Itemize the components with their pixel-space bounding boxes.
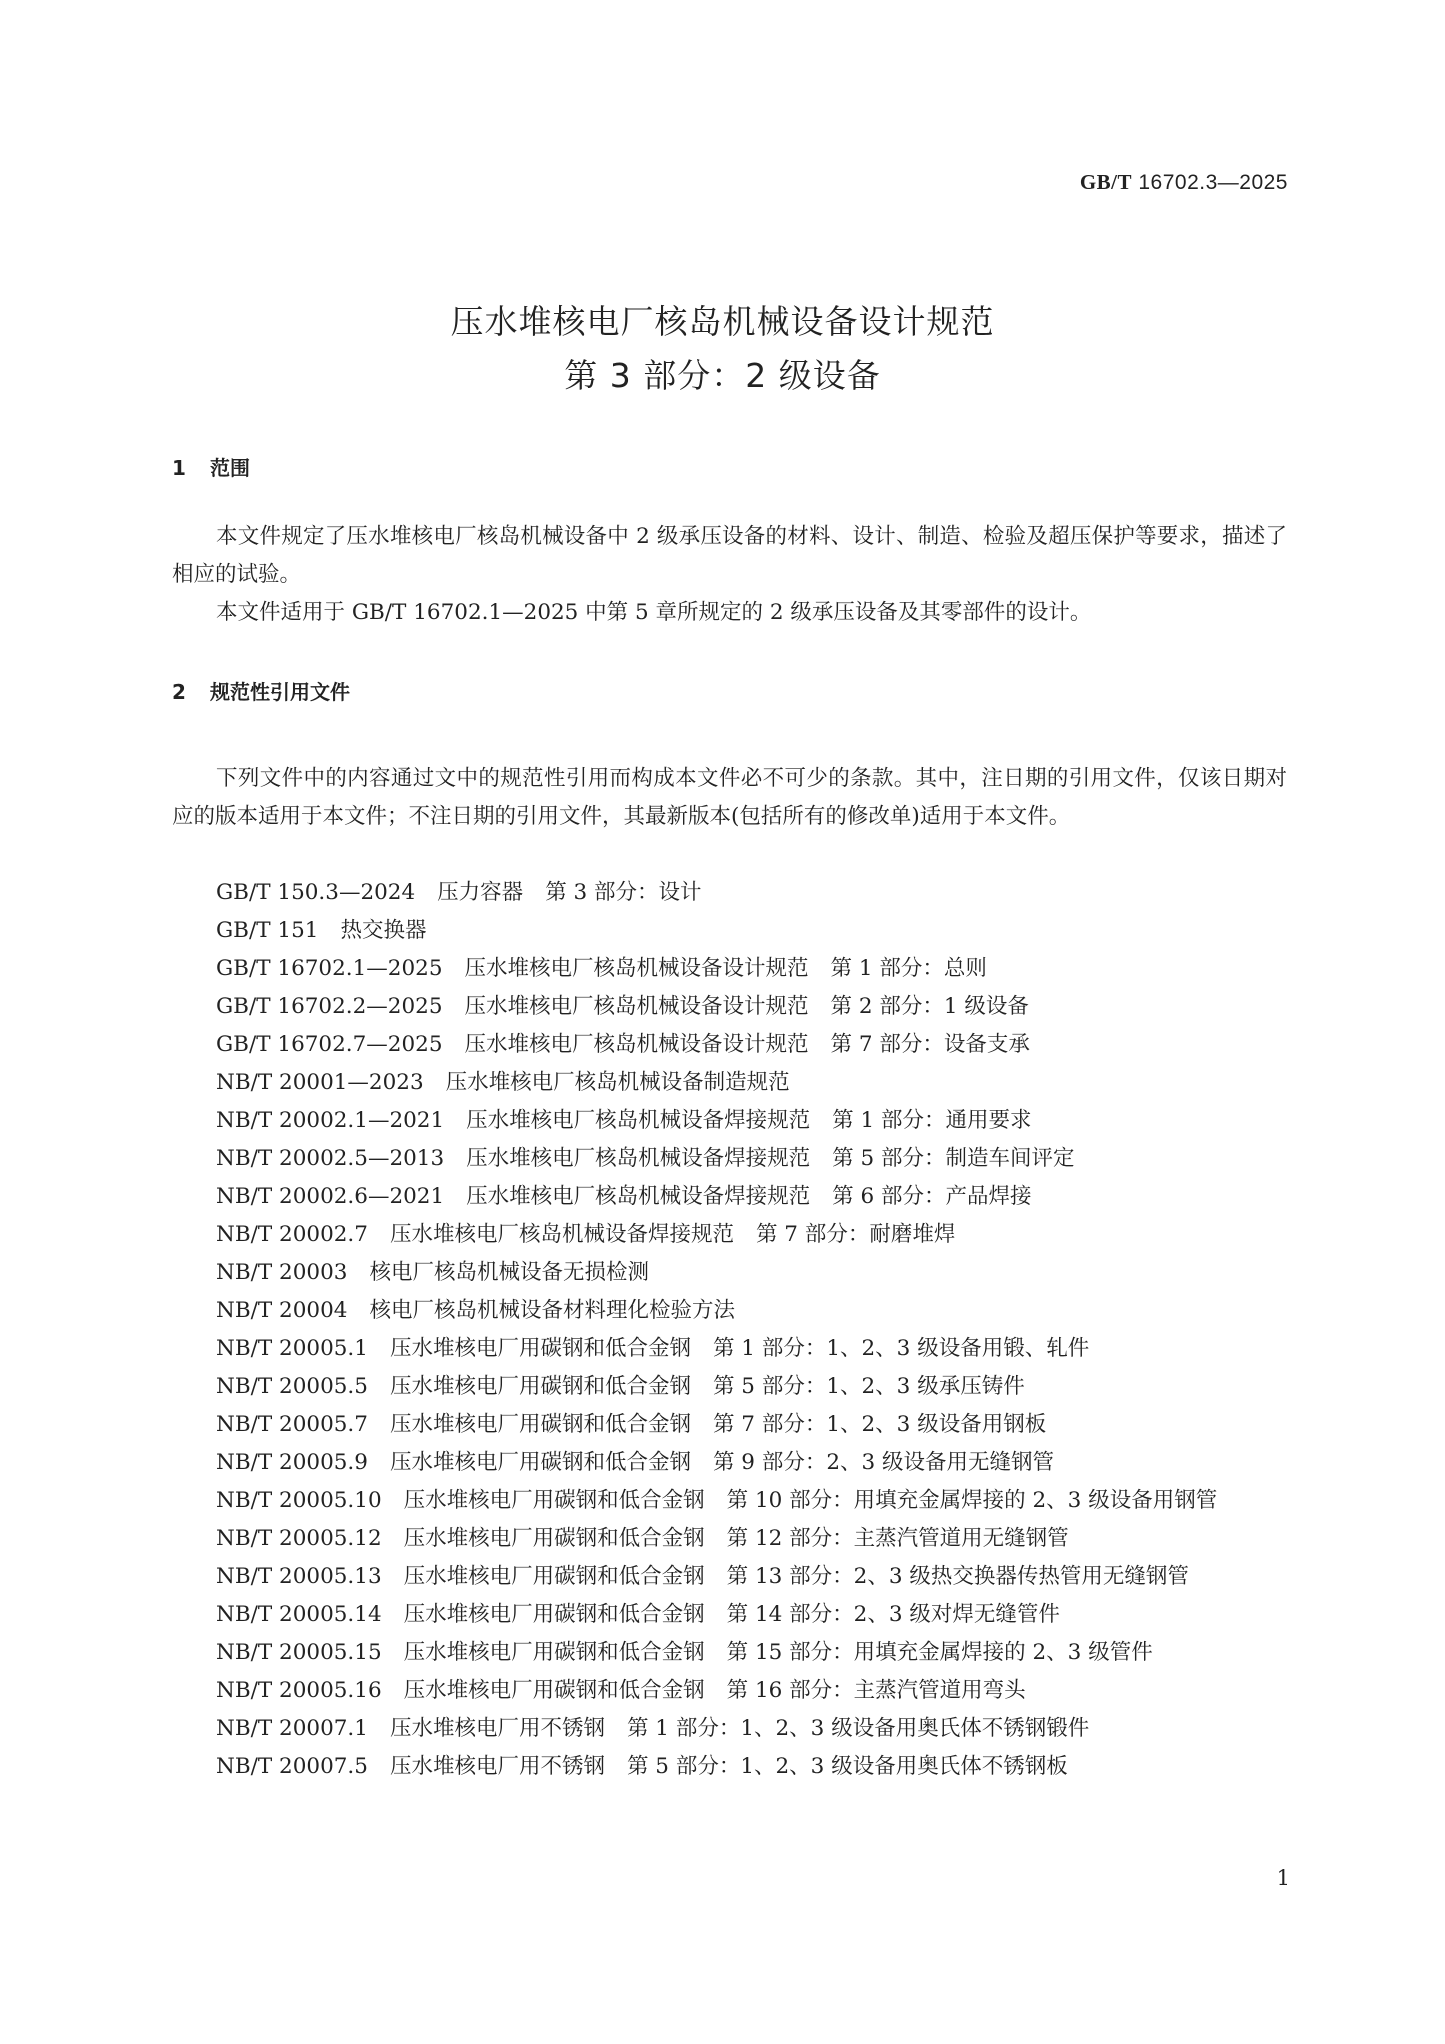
- reference-part: 第 7 部分：设备支承: [830, 1032, 1030, 1057]
- reference-item: [172, 1748, 1287, 1786]
- reference-title: 热交换器: [340, 918, 427, 943]
- reference-item: [172, 1710, 1287, 1748]
- reference-code: GB/T 16702.1—2025: [216, 956, 443, 981]
- reference-title: 压水堆核电厂用碳钢和低合金钢: [389, 1412, 691, 1437]
- reference-code: NB/T 20002.1—2021: [216, 1108, 445, 1133]
- reference-part: 第 16 部分：主蒸汽管道用弯头: [726, 1678, 1026, 1703]
- reference-item: [172, 950, 1287, 988]
- reference-item: [172, 1634, 1287, 1672]
- reference-part: 第 13 部分：2、3 级热交换器传热管用无缝钢管: [726, 1564, 1189, 1589]
- reference-code: NB/T 20003: [216, 1260, 348, 1285]
- reference-part: 第 10 部分：用填充金属焊接的 2、3 级设备用钢管: [726, 1488, 1218, 1513]
- reference-code: GB/T 151: [216, 918, 319, 943]
- section-1-heading: [172, 452, 250, 481]
- reference-item: [172, 1672, 1287, 1710]
- reference-item: [172, 1368, 1287, 1406]
- reference-part: 第 1 部分：1、2、3 级设备用锻、轧件: [712, 1336, 1090, 1361]
- reference-code: NB/T 20002.5—2013: [216, 1146, 445, 1171]
- section-2-number: 2: [172, 680, 186, 704]
- reference-item: [172, 1292, 1287, 1330]
- reference-code: NB/T 20004: [216, 1298, 348, 1323]
- reference-part: 第 12 部分：主蒸汽管道用无缝钢管: [726, 1526, 1069, 1551]
- reference-item: [172, 1520, 1287, 1558]
- reference-item: [172, 912, 1287, 950]
- section-2-intro: 下列文件中的内容通过文中的规范性引用而构成本文件必不可少的条款。其中，注日期的引用文件，仅该日期对应的版本适用于本文件；不注日期的引用文件，其最新版本(包括所有的修改单)适用于本文件。: [172, 766, 1287, 829]
- reference-code: NB/T 20005.10: [216, 1488, 382, 1513]
- standard-number: [1080, 170, 1288, 195]
- reference-part: 第 5 部分：1、2、3 级承压铸件: [712, 1374, 1025, 1399]
- reference-title: 压水堆核电厂核岛机械设备焊接规范: [389, 1222, 734, 1247]
- reference-code: NB/T 20005.7: [216, 1412, 368, 1437]
- reference-part: 第 1 部分：总则: [830, 956, 987, 981]
- reference-code: NB/T 20002.6—2021: [216, 1184, 445, 1209]
- reference-item: [172, 874, 1287, 912]
- reference-code: NB/T 20007.1: [216, 1716, 368, 1741]
- reference-code: NB/T 20005.5: [216, 1374, 368, 1399]
- document-subtitle: 第 3 部分：2 级设备: [564, 356, 881, 395]
- reference-code: NB/T 20005.9: [216, 1450, 368, 1475]
- reference-title: 压水堆核电厂用碳钢和低合金钢: [389, 1336, 691, 1361]
- reference-code: NB/T 20001—2023: [216, 1070, 424, 1095]
- reference-part: 第 9 部分：2、3 级设备用无缝钢管: [712, 1450, 1055, 1475]
- reference-title: 压水堆核电厂用碳钢和低合金钢: [389, 1450, 691, 1475]
- reference-item: [172, 1216, 1287, 1254]
- document-title: 压水堆核电厂核岛机械设备设计规范: [450, 302, 995, 341]
- reference-title: 压水堆核电厂核岛机械设备制造规范: [445, 1070, 790, 1095]
- reference-part: 第 7 部分：耐磨堆焊: [755, 1222, 956, 1247]
- section-1-paragraph-1: 本文件规定了压水堆核电厂核岛机械设备中 2 级承压设备的材料、设计、制造、检验及超压保护等要求，描述了相应的试验。: [172, 524, 1287, 587]
- reference-item: [172, 1406, 1287, 1444]
- page-number: 1: [1276, 1866, 1290, 1890]
- reference-item: [172, 1254, 1287, 1292]
- reference-part: 第 1 部分：1、2、3 级设备用奥氏体不锈钢锻件: [626, 1716, 1090, 1741]
- reference-title: 压水堆核电厂用碳钢和低合金钢: [389, 1374, 691, 1399]
- reference-part: 第 2 部分：1 级设备: [830, 994, 1029, 1019]
- reference-code: NB/T 20002.7: [216, 1222, 368, 1247]
- reference-title: 压水堆核电厂用不锈钢: [389, 1716, 605, 1741]
- section-1-paragraph-2: 本文件适用于 GB/T 16702.1—2025 中第 5 章所规定的 2 级承压设备及其零部件的设计。: [216, 600, 1092, 625]
- reference-code: GB/T 16702.2—2025: [216, 994, 443, 1019]
- reference-title: 压水堆核电厂用碳钢和低合金钢: [403, 1564, 705, 1589]
- reference-part: 第 14 部分：2、3 级对焊无缝管件: [726, 1602, 1060, 1627]
- reference-title: 压水堆核电厂核岛机械设备焊接规范: [466, 1146, 811, 1171]
- reference-item: [172, 1330, 1287, 1368]
- reference-code: NB/T 20005.14: [216, 1602, 382, 1627]
- reference-item: [172, 1064, 1287, 1102]
- reference-title: 压水堆核电厂用不锈钢: [389, 1754, 605, 1779]
- reference-part: 第 15 部分：用填充金属焊接的 2、3 级管件: [726, 1640, 1153, 1665]
- reference-title: 压水堆核电厂用碳钢和低合金钢: [403, 1488, 705, 1513]
- reference-title: 压水堆核电厂核岛机械设备焊接规范: [466, 1184, 811, 1209]
- section-2-title: 规范性引用文件: [210, 680, 350, 704]
- reference-code: NB/T 20005.13: [216, 1564, 382, 1589]
- section-1-title: 范围: [210, 456, 250, 480]
- reference-title: 核电厂核岛机械设备材料理化检验方法: [369, 1298, 735, 1323]
- reference-title: 压水堆核电厂核岛机械设备设计规范: [464, 994, 809, 1019]
- reference-title: 压水堆核电厂用碳钢和低合金钢: [403, 1640, 705, 1665]
- reference-item: [172, 1444, 1287, 1482]
- reference-code: NB/T 20005.16: [216, 1678, 382, 1703]
- reference-title: 压水堆核电厂用碳钢和低合金钢: [403, 1678, 705, 1703]
- reference-code: GB/T 16702.7—2025: [216, 1032, 443, 1057]
- reference-item: [172, 1596, 1287, 1634]
- reference-part: 第 3 部分：设计: [545, 880, 702, 905]
- reference-code: GB/T 150.3—2024: [216, 880, 416, 905]
- reference-part: 第 5 部分：制造车间评定: [832, 1146, 1075, 1171]
- reference-item: [172, 1558, 1287, 1596]
- reference-title: 压水堆核电厂核岛机械设备设计规范: [464, 1032, 809, 1057]
- reference-code: NB/T 20005.15: [216, 1640, 382, 1665]
- standard-code: 16702.3—2025: [1138, 171, 1288, 194]
- reference-code: NB/T 20005.1: [216, 1336, 368, 1361]
- reference-title: 压力容器: [437, 880, 524, 905]
- reference-title: 压水堆核电厂核岛机械设备设计规范: [464, 956, 809, 981]
- standard-prefix: GB/T: [1079, 170, 1133, 194]
- reference-part: 第 5 部分：1、2、3 级设备用奥氏体不锈钢板: [626, 1754, 1068, 1779]
- section-2-heading: [172, 676, 350, 705]
- section-1-number: 1: [172, 456, 186, 480]
- reference-title: 核电厂核岛机械设备无损检测: [369, 1260, 649, 1285]
- reference-part: 第 1 部分：通用要求: [832, 1108, 1032, 1133]
- reference-item: [172, 1482, 1287, 1520]
- reference-part: 第 6 部分：产品焊接: [832, 1184, 1032, 1209]
- reference-item: [172, 988, 1287, 1026]
- reference-item: [172, 1026, 1287, 1064]
- reference-code: NB/T 20005.12: [216, 1526, 382, 1551]
- reference-item: [172, 1178, 1287, 1216]
- reference-title: 压水堆核电厂用碳钢和低合金钢: [403, 1602, 705, 1627]
- reference-title: 压水堆核电厂用碳钢和低合金钢: [403, 1526, 705, 1551]
- reference-item: [172, 1140, 1287, 1178]
- reference-code: NB/T 20007.5: [216, 1754, 368, 1779]
- reference-part: 第 7 部分：1、2、3 级设备用钢板: [712, 1412, 1047, 1437]
- reference-title: 压水堆核电厂核岛机械设备焊接规范: [466, 1108, 811, 1133]
- reference-item: [172, 1102, 1287, 1140]
- reference-list: [172, 874, 1287, 1786]
